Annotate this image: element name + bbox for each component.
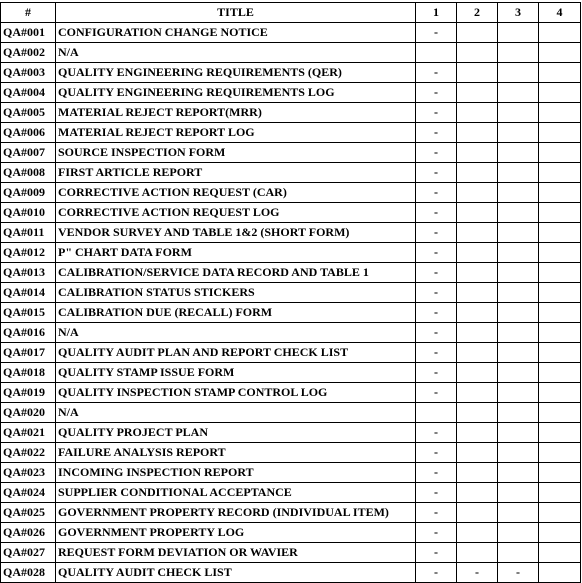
column-4-cell: [539, 23, 581, 43]
form-title-cell: QUALITY ENGINEERING REQUIREMENTS LOG: [56, 83, 416, 103]
table-row: [1, 143, 581, 163]
table-row: [1, 323, 581, 343]
column-1-cell: -: [416, 443, 457, 463]
table-row: [1, 563, 581, 583]
column-3-cell: -: [498, 563, 539, 583]
table-row: [1, 123, 581, 143]
column-header-title: TITLE: [56, 3, 416, 23]
column-2-cell: [457, 43, 498, 63]
form-title-cell: MATERIAL REJECT REPORT LOG: [56, 123, 416, 143]
form-title-cell: VENDOR SURVEY AND TABLE 1&2 (SHORT FORM): [56, 223, 416, 243]
column-1-cell: -: [416, 503, 457, 523]
column-2-cell: [457, 183, 498, 203]
column-1-cell: [416, 43, 457, 63]
column-1-cell: -: [416, 163, 457, 183]
column-3-cell: [498, 423, 539, 443]
table-row: [1, 203, 581, 223]
column-1-cell: -: [416, 143, 457, 163]
column-4-cell: [539, 263, 581, 283]
form-title-cell: QUALITY PROJECT PLAN: [56, 423, 416, 443]
form-title-cell: CALIBRATION DUE (RECALL) FORM: [56, 303, 416, 323]
form-title-cell: CONFIGURATION CHANGE NOTICE: [56, 23, 416, 43]
column-4-cell: [539, 243, 581, 263]
column-4-cell: [539, 143, 581, 163]
column-3-cell: [498, 403, 539, 423]
form-title-cell: CALIBRATION STATUS STICKERS: [56, 283, 416, 303]
column-4-cell: [539, 63, 581, 83]
column-4-cell: [539, 43, 581, 63]
column-2-cell: [457, 123, 498, 143]
column-1-cell: -: [416, 483, 457, 503]
column-3-cell: [498, 523, 539, 543]
column-2-cell: -: [457, 563, 498, 583]
column-3-cell: [498, 103, 539, 123]
column-4-cell: [539, 223, 581, 243]
column-3-cell: [498, 503, 539, 523]
column-2-cell: [457, 463, 498, 483]
form-number-cell: QA#013: [1, 263, 56, 283]
form-title-cell: QUALITY INSPECTION STAMP CONTROL LOG: [56, 383, 416, 403]
column-1-cell: -: [416, 463, 457, 483]
column-2-cell: [457, 523, 498, 543]
column-2-cell: [457, 83, 498, 103]
column-4-cell: [539, 123, 581, 143]
form-title-cell: INCOMING INSPECTION REPORT: [56, 463, 416, 483]
column-1-cell: -: [416, 323, 457, 343]
column-1-cell: -: [416, 423, 457, 443]
column-2-cell: [457, 483, 498, 503]
column-2-cell: [457, 103, 498, 123]
form-number-cell: QA#002: [1, 43, 56, 63]
form-number-cell: QA#001: [1, 23, 56, 43]
column-4-cell: [539, 283, 581, 303]
column-4-cell: [539, 363, 581, 383]
column-2-cell: [457, 543, 498, 563]
table-body: [1, 23, 581, 583]
column-4-cell: [539, 83, 581, 103]
table-row: [1, 103, 581, 123]
form-number-cell: QA#023: [1, 463, 56, 483]
column-2-cell: [457, 443, 498, 463]
column-3-cell: [498, 343, 539, 363]
column-4-cell: [539, 483, 581, 503]
form-number-cell: QA#014: [1, 283, 56, 303]
column-3-cell: [498, 43, 539, 63]
table-row: [1, 163, 581, 183]
column-4-cell: [539, 383, 581, 403]
table-row: [1, 363, 581, 383]
form-title-cell: N/A: [56, 323, 416, 343]
column-2-cell: [457, 143, 498, 163]
column-4-cell: [539, 303, 581, 323]
column-1-cell: -: [416, 383, 457, 403]
table-row: [1, 83, 581, 103]
table-row: [1, 63, 581, 83]
column-4-cell: [539, 323, 581, 343]
column-2-cell: [457, 503, 498, 523]
form-title-cell: QUALITY ENGINEERING REQUIREMENTS (QER): [56, 63, 416, 83]
column-4-cell: [539, 203, 581, 223]
form-title-cell: SOURCE INSPECTION FORM: [56, 143, 416, 163]
table-row: [1, 263, 581, 283]
column-1-cell: -: [416, 343, 457, 363]
column-3-cell: [498, 363, 539, 383]
form-number-cell: QA#008: [1, 163, 56, 183]
column-1-cell: -: [416, 543, 457, 563]
form-title-cell: FAILURE ANALYSIS REPORT: [56, 443, 416, 463]
table-header-row: [1, 3, 581, 23]
form-number-cell: QA#004: [1, 83, 56, 103]
column-3-cell: [498, 323, 539, 343]
table-row: [1, 43, 581, 63]
form-number-cell: QA#015: [1, 303, 56, 323]
column-3-cell: [498, 83, 539, 103]
column-1-cell: -: [416, 123, 457, 143]
form-title-cell: GOVERNMENT PROPERTY LOG: [56, 523, 416, 543]
column-4-cell: [539, 423, 581, 443]
form-number-cell: QA#028: [1, 563, 56, 583]
column-3-cell: [498, 463, 539, 483]
column-2-cell: [457, 263, 498, 283]
form-title-cell: P" CHART DATA FORM: [56, 243, 416, 263]
column-2-cell: [457, 203, 498, 223]
column-1-cell: [416, 403, 457, 423]
table-row: [1, 423, 581, 443]
form-number-cell: QA#012: [1, 243, 56, 263]
column-3-cell: [498, 303, 539, 323]
form-number-cell: QA#005: [1, 103, 56, 123]
column-3-cell: [498, 143, 539, 163]
column-3-cell: [498, 223, 539, 243]
form-title-cell: SUPPLIER CONDITIONAL ACCEPTANCE: [56, 483, 416, 503]
column-2-cell: [457, 23, 498, 43]
table-row: [1, 223, 581, 243]
column-header-number: #: [1, 3, 56, 23]
table-row: [1, 343, 581, 363]
column-4-cell: [539, 563, 581, 583]
column-1-cell: -: [416, 563, 457, 583]
column-2-cell: [457, 283, 498, 303]
table-row: [1, 543, 581, 563]
column-4-cell: [539, 343, 581, 363]
column-1-cell: -: [416, 263, 457, 283]
table-row: [1, 383, 581, 403]
table-row: [1, 23, 581, 43]
column-2-cell: [457, 323, 498, 343]
form-number-cell: QA#009: [1, 183, 56, 203]
form-number-cell: QA#020: [1, 403, 56, 423]
column-1-cell: -: [416, 203, 457, 223]
column-2-cell: [457, 63, 498, 83]
form-title-cell: N/A: [56, 403, 416, 423]
table-row: [1, 183, 581, 203]
column-4-cell: [539, 183, 581, 203]
form-title-cell: GOVERNMENT PROPERTY RECORD (INDIVIDUAL ITEM): [56, 503, 416, 523]
column-3-cell: [498, 383, 539, 403]
table-row: [1, 463, 581, 483]
table-row: [1, 503, 581, 523]
form-number-cell: QA#010: [1, 203, 56, 223]
column-header-3: 3: [498, 3, 539, 23]
table-row: [1, 303, 581, 323]
table-row: [1, 403, 581, 423]
column-1-cell: -: [416, 363, 457, 383]
column-header-1: 1: [416, 3, 457, 23]
form-number-cell: QA#024: [1, 483, 56, 503]
column-1-cell: -: [416, 23, 457, 43]
column-3-cell: [498, 63, 539, 83]
column-3-cell: [498, 283, 539, 303]
column-3-cell: [498, 23, 539, 43]
column-3-cell: [498, 243, 539, 263]
column-2-cell: [457, 363, 498, 383]
form-title-cell: N/A: [56, 43, 416, 63]
column-header-2: 2: [457, 3, 498, 23]
column-3-cell: [498, 483, 539, 503]
form-number-cell: QA#022: [1, 443, 56, 463]
column-2-cell: [457, 243, 498, 263]
form-number-cell: QA#003: [1, 63, 56, 83]
table-row: [1, 443, 581, 463]
form-number-cell: QA#019: [1, 383, 56, 403]
column-4-cell: [539, 163, 581, 183]
form-title-cell: CALIBRATION/SERVICE DATA RECORD AND TABLE 1: [56, 263, 416, 283]
column-1-cell: -: [416, 63, 457, 83]
form-number-cell: QA#025: [1, 503, 56, 523]
forms-index-table: [0, 2, 581, 583]
form-number-cell: QA#017: [1, 343, 56, 363]
form-title-cell: CORRECTIVE ACTION REQUEST LOG: [56, 203, 416, 223]
form-number-cell: QA#006: [1, 123, 56, 143]
table-row: [1, 243, 581, 263]
column-2-cell: [457, 223, 498, 243]
column-2-cell: [457, 303, 498, 323]
column-2-cell: [457, 403, 498, 423]
column-3-cell: [498, 203, 539, 223]
column-4-cell: [539, 543, 581, 563]
column-1-cell: -: [416, 303, 457, 323]
column-4-cell: [539, 103, 581, 123]
column-1-cell: -: [416, 223, 457, 243]
column-1-cell: -: [416, 243, 457, 263]
column-2-cell: [457, 343, 498, 363]
column-3-cell: [498, 443, 539, 463]
form-title-cell: QUALITY AUDIT PLAN AND REPORT CHECK LIST: [56, 343, 416, 363]
form-title-cell: REQUEST FORM DEVIATION OR WAVIER: [56, 543, 416, 563]
column-2-cell: [457, 423, 498, 443]
column-3-cell: [498, 163, 539, 183]
table-row: [1, 523, 581, 543]
table-row: [1, 283, 581, 303]
form-number-cell: QA#011: [1, 223, 56, 243]
column-4-cell: [539, 403, 581, 423]
table-row: [1, 483, 581, 503]
form-title-cell: QUALITY AUDIT CHECK LIST: [56, 563, 416, 583]
form-title-cell: QUALITY STAMP ISSUE FORM: [56, 363, 416, 383]
form-title-cell: MATERIAL REJECT REPORT(MRR): [56, 103, 416, 123]
form-title-cell: FIRST ARTICLE REPORT: [56, 163, 416, 183]
column-3-cell: [498, 543, 539, 563]
column-4-cell: [539, 463, 581, 483]
column-2-cell: [457, 163, 498, 183]
column-3-cell: [498, 263, 539, 283]
form-number-cell: QA#016: [1, 323, 56, 343]
column-1-cell: -: [416, 183, 457, 203]
column-header-4: 4: [539, 3, 581, 23]
column-4-cell: [539, 523, 581, 543]
form-number-cell: QA#018: [1, 363, 56, 383]
column-2-cell: [457, 383, 498, 403]
form-number-cell: QA#007: [1, 143, 56, 163]
form-number-cell: QA#021: [1, 423, 56, 443]
form-number-cell: QA#026: [1, 523, 56, 543]
form-number-cell: QA#027: [1, 543, 56, 563]
column-3-cell: [498, 123, 539, 143]
column-1-cell: -: [416, 283, 457, 303]
column-4-cell: [539, 503, 581, 523]
column-1-cell: -: [416, 523, 457, 543]
column-1-cell: -: [416, 103, 457, 123]
form-title-cell: CORRECTIVE ACTION REQUEST (CAR): [56, 183, 416, 203]
column-3-cell: [498, 183, 539, 203]
column-4-cell: [539, 443, 581, 463]
column-1-cell: -: [416, 83, 457, 103]
